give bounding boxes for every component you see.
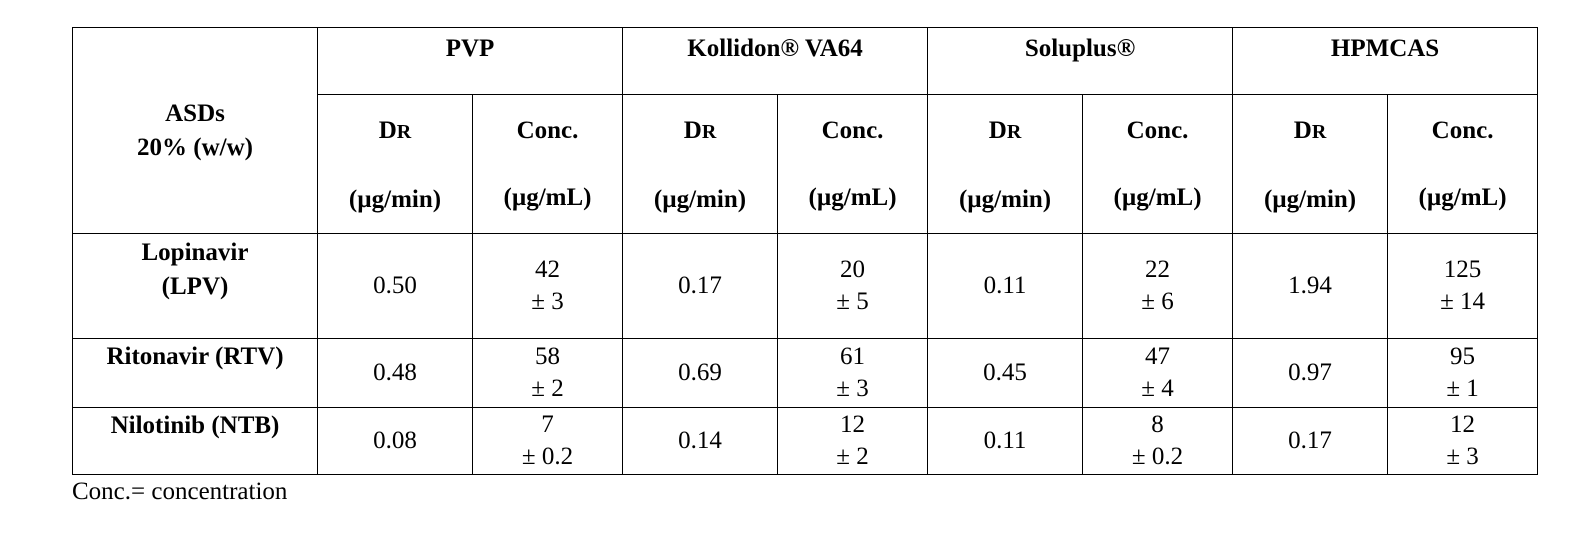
table-footnote: Conc.= concentration	[72, 478, 288, 505]
conc-header-hpmcas	[1388, 95, 1538, 234]
table-row-ritonavir	[73, 339, 1538, 408]
dr-value: 0.14	[623, 408, 778, 475]
dr-value: 0.48	[318, 339, 473, 408]
conc-mean: 20	[840, 256, 866, 283]
conc-mean: 58	[535, 343, 560, 370]
conc-sd: ± 5	[836, 288, 869, 315]
conc-sd: ± 1	[1446, 375, 1479, 402]
conc-mean: 47	[1145, 343, 1171, 370]
dr-value: 0.11	[928, 234, 1083, 339]
conc-sd: ± 6	[1141, 288, 1174, 315]
conc-value-cell	[1083, 234, 1233, 339]
conc-header-soluplus	[1083, 95, 1233, 234]
conc-header-pvp	[473, 95, 623, 234]
conc-unit: (µg/mL)	[1418, 184, 1507, 211]
dr-header-soluplus	[928, 95, 1083, 234]
drug-name-cell	[73, 339, 318, 408]
conc-sd: ± 3	[531, 288, 564, 315]
dr-unit: (µg/min)	[348, 186, 442, 213]
dr-header-hpmcas	[1233, 95, 1388, 234]
polymer-header-kollidon: Kollidon® VA64	[623, 28, 928, 95]
conc-value-cell	[1388, 234, 1538, 339]
dr-subscript: R	[701, 121, 717, 143]
conc-unit: (µg/mL)	[1113, 184, 1202, 211]
drug-name-cell	[73, 234, 318, 339]
asd-dissolution-table	[72, 27, 1538, 475]
corner-label-asds: ASDs	[165, 99, 225, 127]
conc-value-cell	[473, 234, 623, 339]
polymer-header-hpmcas: HPMCAS	[1233, 28, 1538, 95]
conc-label: Conc.	[1431, 117, 1494, 144]
drug-abbrev: (LPV)	[161, 273, 229, 300]
conc-sd: ± 0.2	[521, 443, 574, 470]
conc-mean: 22	[1145, 256, 1171, 283]
conc-label: Conc.	[821, 117, 884, 144]
drug-name: Ritonavir (RTV)	[106, 343, 284, 370]
dr-symbol: D	[683, 117, 702, 144]
dr-symbol: D	[378, 117, 397, 144]
conc-mean: 12	[1450, 411, 1476, 438]
conc-mean: 42	[535, 256, 560, 283]
table-row-lopinavir	[73, 234, 1538, 339]
conc-mean: 12	[840, 411, 866, 438]
dr-value: 0.17	[1233, 408, 1388, 475]
conc-sd: ± 3	[836, 375, 869, 402]
conc-sd: ± 14	[1440, 288, 1486, 315]
conc-mean: 125	[1443, 256, 1482, 283]
conc-value-cell	[473, 408, 623, 475]
corner-label-loading: 20% (w/w)	[137, 133, 253, 161]
dr-value: 1.94	[1233, 234, 1388, 339]
conc-sd: ± 3	[1446, 443, 1479, 470]
dr-value: 0.11	[928, 408, 1083, 475]
polymer-header-soluplus: Soluplus®	[928, 28, 1233, 95]
conc-unit: (µg/mL)	[808, 184, 897, 211]
conc-sd: ± 2	[836, 443, 869, 470]
dr-value: 0.50	[318, 234, 473, 339]
drug-name-cell	[73, 408, 318, 475]
conc-value-cell	[778, 339, 928, 408]
conc-unit: (µg/mL)	[503, 184, 592, 211]
conc-value-cell	[1388, 408, 1538, 475]
conc-mean: 7	[541, 411, 554, 438]
dr-subscript: R	[1006, 121, 1022, 143]
conc-mean: 8	[1151, 411, 1164, 438]
conc-value-cell	[1388, 339, 1538, 408]
drug-name: Lopinavir	[141, 239, 249, 266]
conc-value-cell	[1083, 408, 1233, 475]
conc-mean: 95	[1450, 343, 1476, 370]
conc-sd: ± 0.2	[1131, 443, 1184, 470]
conc-sd: ± 2	[531, 375, 564, 402]
conc-label: Conc.	[516, 117, 579, 144]
dr-unit: (µg/min)	[958, 186, 1052, 213]
dr-unit: (µg/min)	[653, 186, 747, 213]
dr-value: 0.17	[623, 234, 778, 339]
header-row-polymers	[73, 28, 1538, 95]
conc-label: Conc.	[1126, 117, 1189, 144]
conc-value-cell	[473, 339, 623, 408]
conc-mean: 61	[840, 343, 866, 370]
dr-subscript: R	[1311, 121, 1327, 143]
dr-symbol: D	[988, 117, 1007, 144]
dr-header-pvp	[318, 95, 473, 234]
conc-sd: ± 4	[1141, 375, 1174, 402]
polymer-header-pvp: PVP	[318, 28, 623, 95]
dr-value: 0.45	[928, 339, 1083, 408]
corner-header-cell	[73, 28, 318, 234]
dr-symbol: D	[1293, 117, 1312, 144]
dr-value: 0.69	[623, 339, 778, 408]
conc-value-cell	[1083, 339, 1233, 408]
conc-value-cell	[778, 234, 928, 339]
conc-header-kollidon	[778, 95, 928, 234]
dr-value: 0.08	[318, 408, 473, 475]
dr-header-kollidon	[623, 95, 778, 234]
conc-value-cell	[778, 408, 928, 475]
dr-subscript: R	[396, 121, 412, 143]
table-row-nilotinib	[73, 408, 1538, 475]
drug-name: Nilotinib (NTB)	[110, 412, 280, 439]
dr-value: 0.97	[1233, 339, 1388, 408]
dr-unit: (µg/min)	[1263, 186, 1357, 213]
